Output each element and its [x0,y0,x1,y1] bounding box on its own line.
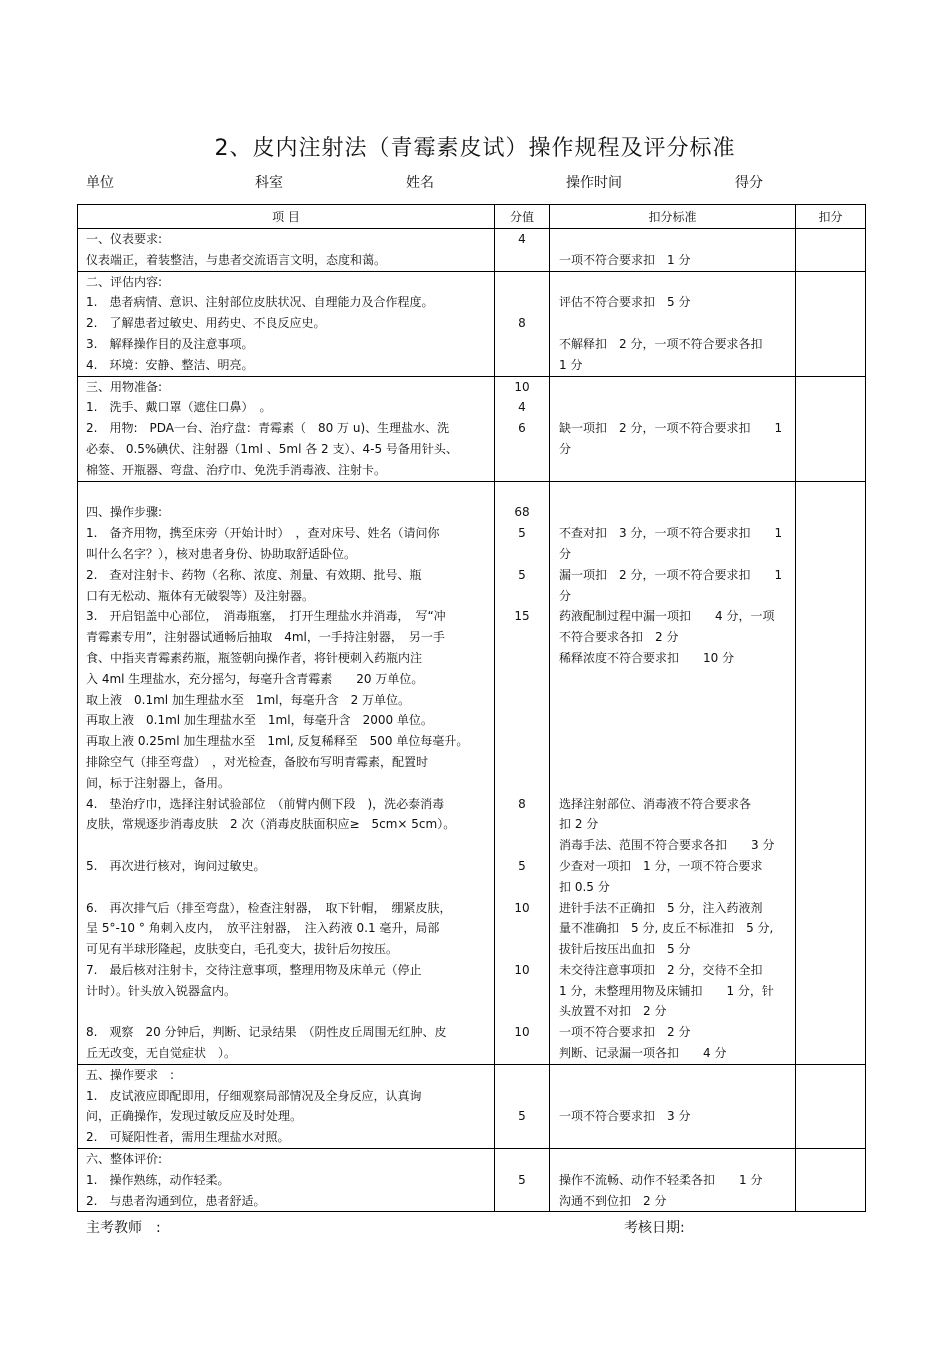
header-score: 分值 [495,205,550,229]
score-line: 68 [514,505,530,520]
item-line: 丘无改变，无自觉症状 ）。 [86,1046,237,1061]
item-line: 再取上液 0.25ml 加生理盐水至 1ml, 反复稀释至 500 单位每毫升。 [86,734,469,749]
item-cell [78,481,495,1064]
item-line: 3. 开启铝盖中心部位， 消毒瓶塞， 打开生理盐水并消毒， 写“冲 [86,609,446,624]
score-line [495,272,549,293]
item-line: 六、整体评价: [86,1152,163,1167]
item-cell [78,271,495,376]
deduction-line [550,272,795,293]
deduction-line [550,773,795,794]
score-line: 5 [518,1109,526,1124]
item-line: 排除空气（排至弯盘） ，对光检查，备胶布写明青霉素，配置时 [86,754,429,769]
deduction-line: 分 [559,546,572,561]
unit-field-label: 单位 [86,175,114,191]
item-line [78,482,494,503]
deduction-cell [550,271,796,376]
item-line: 7. 最后核对注射卡，交待注意事项，整理用物及床单元（停止 [86,962,422,977]
score-line [495,1086,549,1107]
section-row-supplies [78,376,866,481]
deduction-line: 一项不符合要求扣 2 分 [559,1025,691,1040]
item-line: 取上液 0.1ml 加生理盐水至 1ml，每毫升含 2 万单位。 [86,692,411,707]
table-header-row [78,205,866,229]
deduction-line [550,1086,795,1107]
item-line: 计时）。针头放入锐器盒内。 [86,983,237,998]
section-row-operation-requirements [78,1064,866,1148]
deduction-line [550,690,795,711]
deduction-line: 判断、记录漏一项各扣 4 分 [559,1046,727,1061]
deduction-line [550,669,795,690]
section-row-overall-evaluation [78,1149,866,1212]
score-line: 8 [518,796,526,811]
deduction-cell [550,481,796,1064]
item-line: 1. 患者病情、意识、注射部位皮肤状况、自理能力及合作程度。 [86,295,434,310]
deduction-line [550,229,795,250]
deduction-line: 1 分 [559,357,583,372]
item-line: 2. 了解患者过敏史、用药史、不良反应史。 [86,316,326,331]
score-line [495,648,549,669]
item-cell [78,376,495,481]
deduction-line [550,1065,795,1086]
item-line: 可见有半球形隆起，皮肤变白，毛孔变大，拔针后勿按压。 [86,942,399,957]
item-cell [78,1149,495,1212]
item-line: 2. 可疑阳性者，需用生理盐水对照。 [86,1130,290,1145]
item-line: 叫什么名字？），核对患者身份、协助取舒适卧位。 [86,546,357,561]
score-line [495,773,549,794]
item-line: 5. 再次进行核对，询问过敏史。 [86,858,266,873]
deduction-cell [550,1064,796,1148]
score-line [495,1001,549,1022]
section-row-appearance [78,229,866,272]
score-line: 5 [518,567,526,582]
score-cell [495,271,550,376]
score-line [495,627,549,648]
score-line [495,292,549,313]
deduction-line: 漏一项扣 2 分，一项不符合要求扣 1 [559,567,783,582]
deduction-line [550,377,795,398]
item-line: 4. 垫治疗巾，选择注射试验部位 （前臂内侧下段 )，洗必泰消毒 [86,796,445,811]
deduction-line [550,731,795,752]
score-line [495,1065,549,1086]
deduction-line: 评估不符合要求扣 5 分 [559,295,691,310]
deduction-line: 拔针后按压出血扣 5 分 [559,942,691,957]
score-line: 15 [514,609,530,624]
item-cell [78,229,495,272]
name-field-label: 姓名 [406,175,434,191]
score-line: 4 [518,400,526,415]
score-line [495,669,549,690]
score-line: 5 [518,526,526,541]
score-field-label: 得分 [735,175,763,191]
item-line: 2. 查对注射卡、药物（名称、浓度、剂量、有效期、批号、瓶 [86,567,422,582]
deduction-line [550,1149,795,1170]
item-line: 间，标于注射器上，备用。 [86,775,231,790]
score-cell [495,481,550,1064]
item-line: 二、评估内容: [86,274,163,289]
score-line [495,835,549,856]
item-line: 皮肤，常规逐步消毒皮肤 2 次（消毒皮肤面积应≥ 5cm× 5cm）。 [86,817,456,832]
deduction-line: 头放置不对扣 2 分 [559,1004,667,1019]
deduction-line [550,752,795,773]
deduction-cell [550,229,796,272]
score-line [495,918,549,939]
deduction-line: 不符合要求各扣 2 分 [559,630,679,645]
score-line [495,710,549,731]
deduction-line [550,710,795,731]
deduction-cell [550,1149,796,1212]
section-row-assessment [78,271,866,376]
item-line: 1. 皮试液应即配即用，仔细观察局部情况及全身反应，认真询 [86,1088,422,1103]
score-cell [495,376,550,481]
item-line: 棉签、开瓶器、弯盘、治疗巾、免洗手消毒液、注射卡。 [86,462,387,477]
deduction-line: 少查对一项扣 1 分，一项不符合要求 [559,858,763,873]
item-line: 四、操作步骤: [86,505,163,520]
scoring-table [77,204,866,1212]
item-line: 入 4ml 生理盐水，充分摇匀，每毫升含青霉素 20 万单位。 [86,671,424,686]
deduction-line: 分 [559,588,572,603]
deduction-line: 1 分，未整理用物及床铺扣 1 分，针 [559,983,774,998]
page-title: 2、皮内注射法（青霉素皮试）操作规程及评分标准 [214,136,736,161]
item-line: 4. 环境：安静、整洁、明亮。 [86,357,254,372]
score-line [495,814,549,835]
deduction-line [550,502,795,523]
score-line [495,877,549,898]
item-line: 呈 5°-10 ° 角刺入皮内， 放平注射器， 注入药液 0.1 毫升，局部 [86,921,440,936]
deduction-line [550,482,795,503]
deducted-points-cell[interactable] [796,481,866,1064]
score-line [495,544,549,565]
score-line [495,1149,549,1170]
header-deducted: 扣分 [796,205,866,229]
score-line: 4 [518,232,526,246]
item-line: 再取上液 0.1ml 加生理盐水至 1ml，每毫升含 2000 单位。 [86,713,433,728]
score-line [495,731,549,752]
department-field-label: 科室 [255,175,283,191]
deduction-line: 一项不符合要求扣 3 分 [559,1109,691,1124]
deduction-line: 扣 2 分 [559,817,599,832]
section-row-procedure-steps [78,481,866,1064]
deduction-line: 一项不符合要求扣 1 分 [559,252,691,267]
item-line [78,1001,494,1022]
score-line: 5 [518,1172,526,1187]
score-line [495,690,549,711]
deduction-line: 操作不流畅、动作不轻柔各扣 1 分 [559,1172,763,1187]
score-line [495,981,549,1002]
deduction-line: 药液配制过程中漏一项扣 4 分，一项 [559,609,775,624]
item-line: 6. 再次排气后（排至弯盘），检查注射器， 取下针帽， 绷紧皮肤， [86,900,452,915]
item-line: 五、操作要求 : [86,1067,175,1082]
deduction-line: 消毒手法、范围不符合要求各扣 3 分 [559,838,775,853]
score-line [495,586,549,607]
deducted-points-cell[interactable] [796,1064,866,1148]
score-line: 10 [514,379,530,394]
score-line: 5 [518,858,526,873]
score-cell [495,1149,550,1212]
score-line [495,482,549,503]
score-line [495,752,549,773]
deduction-line: 选择注射部位、消毒液不符合要求各 [559,796,752,811]
operation-time-field-label: 操作时间 [566,175,622,191]
deduction-cell [550,376,796,481]
deducted-points-cell[interactable] [796,271,866,376]
item-line [78,877,494,898]
item-line: 1. 操作熟练，动作轻柔。 [86,1172,230,1187]
score-line: 10 [514,1025,530,1040]
item-line: 2. 用物: PDA一台、治疗盘：青霉素（ 80 万 u)、生理盐水、洗 [86,421,450,436]
item-line: 3. 解释操作目的及注意事项。 [86,336,254,351]
header-item: 项 目 [78,205,495,229]
item-cell [78,1064,495,1148]
deducted-points-cell[interactable] [796,376,866,481]
item-line: 口有无松动、瓶体有无破裂等）及注射器。 [86,588,315,603]
score-line [495,1043,549,1064]
deduction-line: 稀释浓度不符合要求扣 10 分 [559,650,735,665]
exam-date-label: 考核日期: [624,1220,685,1236]
deduction-line: 沟通不到位扣 2 分 [559,1193,667,1208]
deduction-line [550,397,795,418]
item-line: 1. 备齐用物，携至床旁（开始计时） ，查对床号、姓名（请问你 [86,526,440,541]
item-line: 食、中指夹青霉素药瓶，瓶签朝向操作者，将针梗刺入药瓶内注 [86,650,423,665]
deduction-line: 进针手法不正确扣 5 分，注入药液剂 [559,900,763,915]
deducted-points-cell[interactable] [796,229,866,272]
score-line: 6 [518,421,526,436]
deduction-line: 分 [559,441,572,456]
score-line: 10 [514,962,530,977]
item-line: 2. 与患者沟通到位，患者舒适。 [86,1193,266,1208]
deduction-line: 缺一项扣 2 分，一项不符合要求扣 1 [559,421,783,436]
item-line: 1. 洗手、戴口罩（遮住口鼻） 。 [86,400,272,415]
item-line: 必泰、 0.5%碘伏、注射器（1ml 、5ml 各 2 支）、4-5 号备用针头、 [86,441,458,456]
item-line: 问，正确操作，发现过敏反应及时处理。 [86,1109,303,1124]
examiner-label: 主考教师 : [86,1220,161,1236]
score-line [495,939,549,960]
item-line: 三、用物准备: [86,379,163,394]
item-line [78,835,494,856]
deduction-line: 扣 0.5 分 [559,879,610,894]
item-line: 8. 观察 20 分钟后，判断、记录结果 （阴性皮丘周围无红肿、皮 [86,1025,447,1040]
score-cell [495,1064,550,1148]
deduction-line: 不解释扣 2 分，一项不符合要求各扣 [559,336,763,351]
item-line: 青霉素专用”，注射器试通畅后抽取 4ml，一手持注射器， 另一手 [86,630,445,645]
item-line: 一、仪表要求: [86,232,163,246]
deduction-line: 未交待注意事项扣 2 分，交待不全扣 [559,962,763,977]
deduction-line: 量不准确扣 5 分, 皮丘不标准扣 5 分, [559,921,774,936]
score-cell [495,229,550,272]
score-line: 8 [518,316,526,331]
item-line: 仪表端正，着装整洁，与患者交流语言文明，态度和蔼。 [86,252,387,267]
deducted-points-cell[interactable] [796,1149,866,1212]
header-deduction-criteria: 扣分标准 [550,205,796,229]
deduction-line [550,313,795,334]
deduction-line: 不查对扣 3 分，一项不符合要求扣 1 [559,526,783,541]
score-line: 10 [514,900,530,915]
